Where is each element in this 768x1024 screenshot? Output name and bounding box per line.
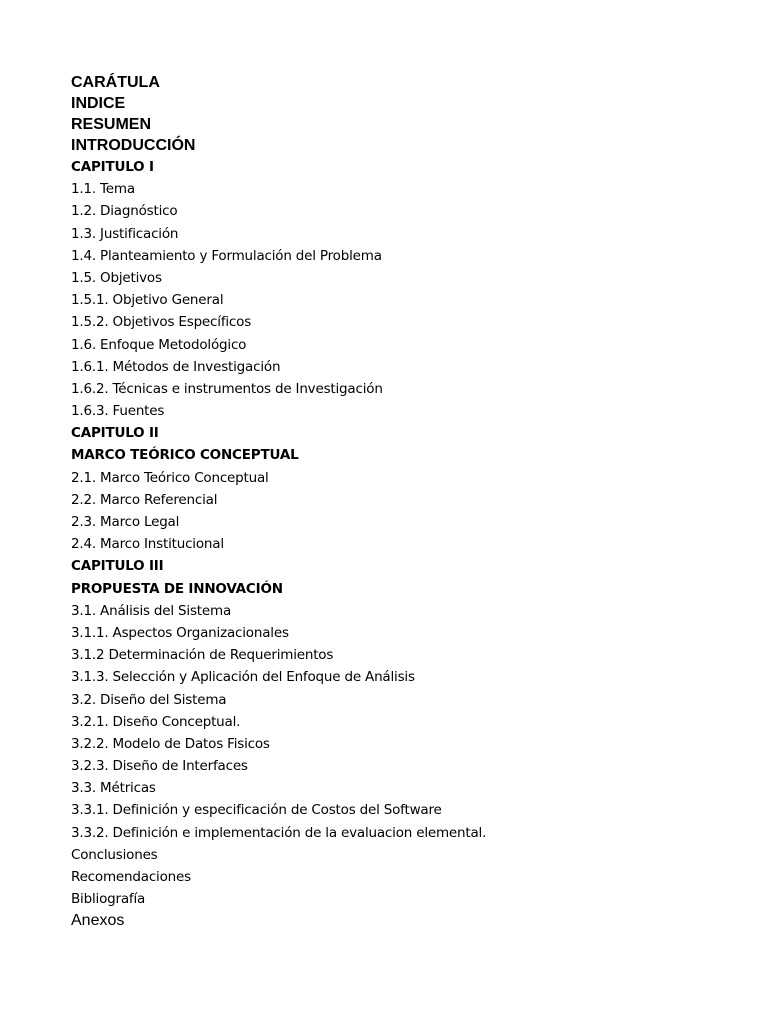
toc-item: 1.3. Justificación bbox=[71, 225, 179, 242]
chapter-3-subtitle: PROPUESTA DE INNOVACIÓN bbox=[71, 580, 283, 597]
toc-item: 3.3.2. Definición e implementación de la evaluacion elemental. bbox=[71, 824, 487, 841]
indice-heading: INDICE bbox=[71, 95, 126, 112]
chapter-2-title: CAPITULO II bbox=[71, 425, 159, 442]
toc-item: 3.3. Métricas bbox=[71, 780, 156, 797]
toc-item: 1.6.3. Fuentes bbox=[71, 403, 165, 420]
toc-item: 1.6.2. Técnicas e instrumentos de Investigación bbox=[71, 380, 383, 397]
toc-item: 3.2.3. Diseño de Interfaces bbox=[71, 758, 248, 775]
toc-item: 3.3.1. Definición y especificación de Costos del Software bbox=[71, 802, 442, 819]
toc-item: 3.1. Análisis del Sistema bbox=[71, 602, 232, 619]
toc-item: 3.2.2. Modelo de Datos Fisicos bbox=[71, 735, 270, 752]
toc-item: 1.4. Planteamiento y Formulación del Problema bbox=[71, 247, 382, 264]
toc-item: 3.2. Diseño del Sistema bbox=[71, 691, 227, 708]
toc-item: 1.6. Enfoque Metodológico bbox=[71, 336, 247, 353]
toc-item: 2.3. Marco Legal bbox=[71, 514, 180, 530]
conclusiones-entry: Conclusiones bbox=[71, 846, 158, 863]
toc-item: 1.5.1. Objetivo General bbox=[71, 292, 224, 309]
toc-item: 3.1.1. Aspectos Organizacionales bbox=[71, 624, 289, 641]
resumen-heading: RESUMEN bbox=[71, 116, 152, 133]
toc-item: 2.1. Marco Teórico Conceptual bbox=[71, 469, 269, 486]
chapter-3-title: CAPITULO III bbox=[71, 558, 164, 575]
toc-item: 1.5.2. Objetivos Específicos bbox=[71, 314, 252, 331]
anexos-entry: Anexos bbox=[71, 912, 125, 930]
toc-item: 1.1. Tema bbox=[71, 181, 135, 198]
bibliografia-entry: Bibliografía bbox=[71, 891, 146, 908]
toc-item: 3.1.3. Selección y Aplicación del Enfoque de Análisis bbox=[71, 669, 415, 686]
introduccion-heading: INTRODUCCIÓN bbox=[71, 137, 196, 154]
chapter-2-subtitle: MARCO TEÓRICO CONCEPTUAL bbox=[71, 447, 299, 464]
recomendaciones-entry: Recomendaciones bbox=[71, 869, 191, 885]
caratula-heading: CARÁTULA bbox=[71, 74, 160, 91]
toc-item: 3.2.1. Diseño Conceptual. bbox=[71, 713, 241, 730]
toc-item: 3.1.2 Determinación de Requerimientos bbox=[71, 647, 334, 664]
toc-item: 1.5. Objetivos bbox=[71, 269, 162, 286]
toc-item: 1.2. Diagnóstico bbox=[71, 203, 178, 220]
table-of-contents bbox=[71, 72, 731, 932]
toc-item: 1.6.1. Métodos de Investigación bbox=[71, 358, 281, 375]
toc-item: 2.4. Marco Institucional bbox=[71, 536, 224, 553]
toc-item: 2.2. Marco Referencial bbox=[71, 491, 218, 508]
chapter-1-title: CAPITULO I bbox=[71, 159, 154, 175]
